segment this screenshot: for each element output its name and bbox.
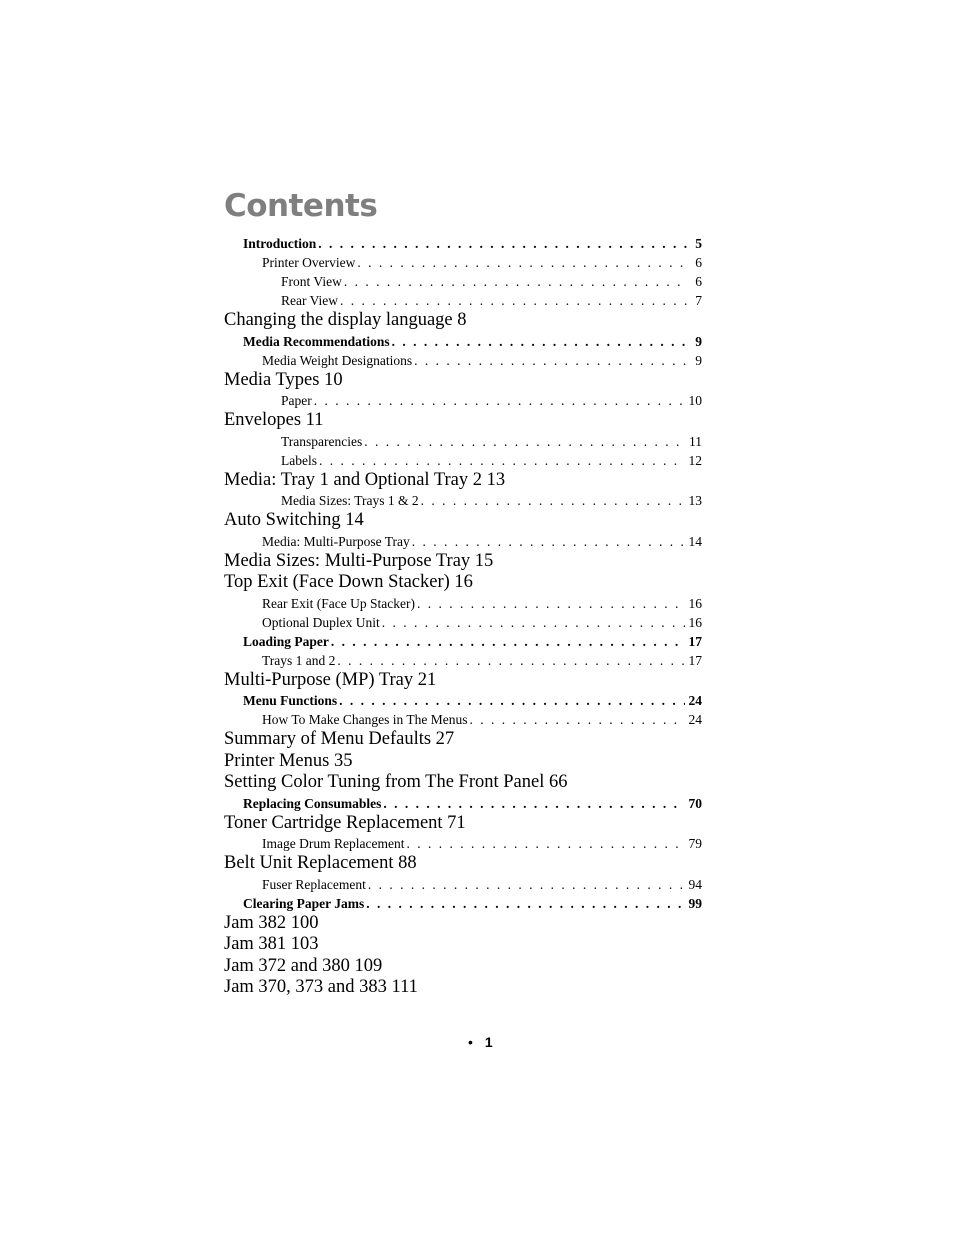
toc-entry-page: 9: [695, 352, 702, 368]
toc-entry-page: 7: [695, 293, 702, 308]
toc-chapter-entry[interactable]: [224, 934, 702, 956]
toc-entry-page: 16: [688, 614, 702, 630]
dot-leader: [331, 632, 685, 651]
dot-leader: [414, 351, 688, 370]
toc-entry-label: Summary of Menu Defaults 27: [224, 729, 455, 749]
toc-entry-label: Printer Overview: [262, 255, 356, 270]
page-number: 1: [484, 1034, 493, 1050]
dot-leader: [340, 291, 688, 310]
dot-leader: [357, 253, 688, 272]
toc-chapter-entry[interactable]: [224, 470, 702, 492]
dot-leader: [339, 691, 684, 710]
toc-entry-lvl2[interactable]: [224, 532, 702, 551]
toc-chapter-entry[interactable]: [224, 977, 702, 999]
toc-entry-page: 14: [688, 533, 702, 549]
toc-chapter-entry[interactable]: [224, 370, 702, 392]
toc-entry-label: Labels: [281, 452, 317, 468]
toc-entry-lvl2[interactable]: [224, 351, 702, 370]
toc-entry-lvl1[interactable]: [224, 794, 702, 813]
toc-entry-label: How To Make Changes in The Menus: [262, 712, 468, 727]
dot-leader: [314, 391, 685, 410]
toc-chapter-entry[interactable]: [224, 410, 702, 432]
toc-entry-page: 6: [695, 255, 702, 270]
toc-chapter-entry[interactable]: [224, 510, 702, 532]
toc-entry-lvl3[interactable]: [224, 451, 702, 470]
toc-entry-label: Media Types 10: [224, 369, 343, 390]
toc-chapter-entry[interactable]: [224, 853, 702, 875]
toc-entry-label: Multi-Purpose (MP) Tray 21: [224, 669, 437, 690]
toc-entry-page: 5: [695, 236, 702, 251]
table-of-contents: [224, 234, 702, 999]
dot-leader: [368, 875, 685, 894]
toc-entry-label: Front View: [281, 274, 342, 289]
toc-chapter-entry[interactable]: [224, 670, 702, 692]
toc-chapter-entry[interactable]: [224, 913, 702, 935]
dot-leader: [412, 532, 685, 551]
toc-entry-page: 10: [688, 393, 702, 408]
toc-entry-page: 94: [688, 876, 702, 892]
toc-entry-label: Printer Menus 35: [224, 750, 353, 771]
toc-entry-lvl1[interactable]: [224, 332, 702, 351]
dot-leader: [337, 651, 684, 670]
toc-entry-page: 24: [688, 712, 702, 727]
toc-entry-label: Top Exit (Face Down Stacker) 16: [224, 572, 473, 592]
toc-entry-label: Menu Functions: [243, 693, 338, 708]
toc-chapter-entry[interactable]: [224, 751, 702, 773]
toc-entry-label: Belt Unit Replacement 88: [224, 853, 417, 873]
dot-leader: [470, 710, 685, 729]
dot-leader: [382, 613, 685, 632]
dot-leader: [364, 432, 685, 451]
toc-chapter-entry[interactable]: [224, 772, 702, 794]
toc-entry-label: Optional Duplex Unit: [262, 614, 380, 630]
toc-entry-label: Replacing Consumables: [243, 795, 382, 811]
toc-entry-lvl1[interactable]: [224, 234, 702, 253]
dot-leader: [406, 834, 684, 853]
toc-chapter-entry[interactable]: [224, 572, 702, 594]
toc-entry-page: 6: [695, 274, 702, 289]
toc-entry-label: Introduction: [243, 236, 317, 251]
toc-entry-label: Fuser Replacement: [262, 876, 366, 892]
dot-leader: [318, 234, 688, 253]
toc-entry-lvl2[interactable]: [224, 253, 702, 272]
toc-entry-label: Media: Tray 1 and Optional Tray 2 13: [224, 469, 506, 490]
toc-entry-label: Jam 370, 373 and 383 111: [224, 977, 418, 997]
toc-entry-label: Rear View: [281, 293, 339, 308]
toc-entry-lvl3[interactable]: [224, 291, 702, 310]
toc-entry-page: 79: [688, 836, 702, 851]
toc-entry-lvl2[interactable]: [224, 834, 702, 853]
toc-entry-lvl2[interactable]: [224, 875, 702, 894]
toc-chapter-entry[interactable]: [224, 310, 702, 332]
toc-entry-label: Paper: [281, 393, 312, 408]
toc-entry-label: Transparencies: [281, 433, 363, 449]
toc-entry-label: Image Drum Replacement: [262, 836, 405, 851]
dot-leader: [417, 594, 685, 613]
toc-entry-page: 70: [688, 795, 702, 811]
toc-entry-label: Media Weight Designations: [262, 352, 413, 368]
toc-entry-lvl2[interactable]: [224, 613, 702, 632]
dot-leader: [421, 491, 685, 510]
dot-leader: [392, 332, 688, 351]
toc-entry-lvl3[interactable]: [224, 491, 702, 510]
toc-entry-label: Media Recommendations: [243, 333, 390, 349]
toc-entry-label: Jam 381 103: [224, 934, 319, 954]
toc-entry-label: Jam 382 100: [224, 912, 319, 933]
toc-chapter-entry[interactable]: [224, 729, 702, 751]
toc-entry-label: Trays 1 and 2: [262, 652, 336, 668]
toc-entry-label: Rear Exit (Face Up Stacker): [262, 595, 415, 611]
page-title: Contents: [224, 188, 378, 224]
toc-entry-lvl2[interactable]: [224, 594, 702, 613]
toc-entry-page: 9: [695, 333, 702, 349]
toc-entry-lvl3[interactable]: [224, 391, 702, 410]
toc-chapter-entry[interactable]: [224, 551, 702, 573]
toc-entry-label: Media Sizes: Trays 1 & 2: [281, 493, 419, 508]
toc-entry-label: Changing the display language 8: [224, 310, 467, 330]
toc-entry-label: Toner Cartridge Replacement 71: [224, 812, 466, 833]
toc-entry-page: 17: [688, 652, 702, 668]
toc-entry-label: Auto Switching 14: [224, 510, 364, 530]
toc-entry-lvl1[interactable]: [224, 894, 702, 913]
footer-bullet: •: [468, 1034, 473, 1050]
toc-entry-lvl1[interactable]: [224, 691, 702, 710]
toc-entry-lvl3[interactable]: [224, 272, 702, 291]
toc-entry-lvl2[interactable]: [224, 651, 702, 670]
toc-entry-label: Setting Color Tuning from The Front Panel 66: [224, 772, 568, 792]
toc-entry-lvl2[interactable]: [224, 710, 702, 729]
toc-entry-label: Loading Paper: [243, 633, 329, 649]
toc-entry-label: Jam 372 and 380 109: [224, 955, 383, 976]
toc-entry-page: 13: [688, 493, 702, 508]
toc-entry-page: 12: [688, 452, 702, 468]
toc-entry-label: Media: Multi-Purpose Tray: [262, 533, 410, 549]
toc-entry-label: Media Sizes: Multi-Purpose Tray 15: [224, 550, 494, 571]
dot-leader: [366, 894, 684, 913]
toc-entry-page: 17: [688, 633, 702, 649]
toc-chapter-entry[interactable]: [224, 956, 702, 978]
toc-entry-lvl3[interactable]: [224, 432, 702, 451]
toc-entry-page: 24: [688, 693, 702, 708]
toc-entry-label: Envelopes 11: [224, 410, 324, 430]
dot-leader: [344, 272, 688, 291]
dot-leader: [319, 451, 685, 470]
toc-entry-lvl1[interactable]: [224, 632, 702, 651]
page-footer: [468, 1034, 493, 1050]
toc-entry-page: 16: [688, 595, 702, 611]
toc-entry-page: 99: [688, 895, 702, 911]
toc-entry-page: 11: [689, 433, 702, 449]
toc-entry-label: Clearing Paper Jams: [243, 895, 365, 911]
dot-leader: [383, 794, 684, 813]
toc-chapter-entry[interactable]: [224, 813, 702, 835]
